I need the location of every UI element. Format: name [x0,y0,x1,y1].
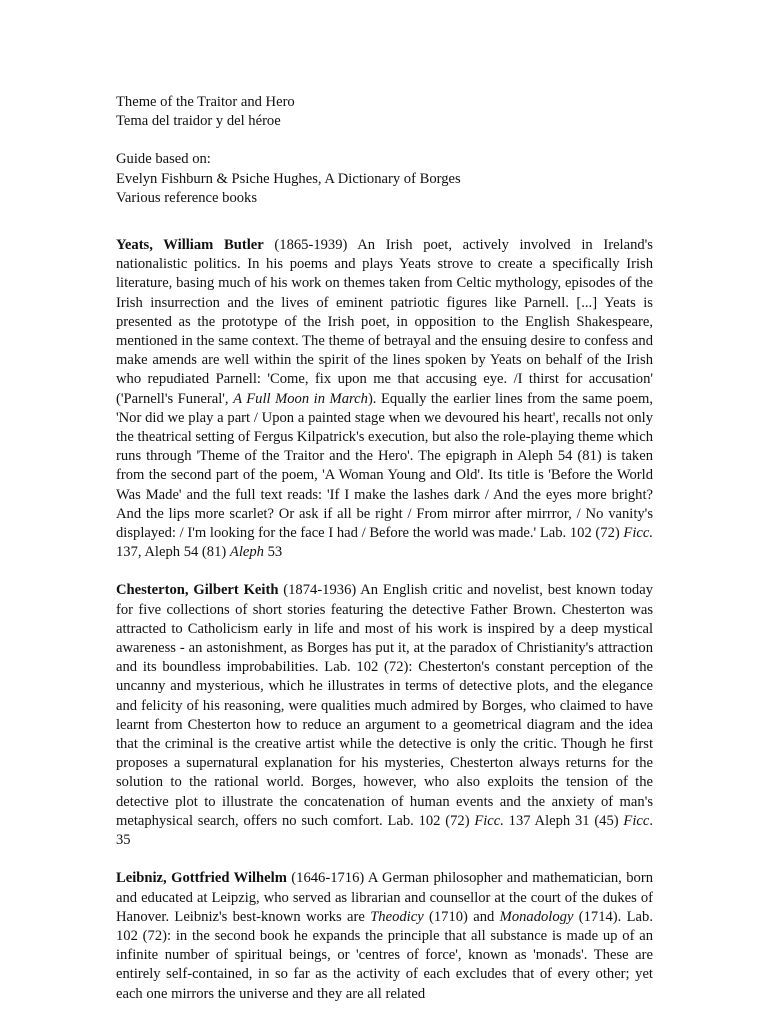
entry-text: 53 [263,544,283,561]
entry-text: ). Equally the earlier lines from the same poem, 'Nor did we play a part / Upon a painted stage when we devoured his heart', recalls not only the theatrical setting of Fergus Kilpatrick's execution, but also the role-playing theme which runs through 'Theme of the Traitor and the Hero'. The epigraph in Aleph 54 (81) is taken from the second part of the poem, 'A Woman Young and Old'. Its title is 'Before the World Was Made' and the full text reads: 'If I make the lashes dark / And the eyes more bright? And the lips more scarlet? Or ask if all be right / From mirror after mirrror, / No vanity's displayed: / I'm looking for the face I had / Before the world was made.' Lab. 102 (72) [116,390,653,542]
entry-headword: Yeats, William Butler [116,237,264,253]
title-english: Theme of the Traitor and Hero [116,94,295,110]
entry-italic-text: Theodicy [370,908,424,925]
dictionary-entry [116,869,653,1003]
entry-italic-text: A Full Moon in March [233,390,368,407]
entry-text: 137 Aleph 31 (45) [503,812,624,829]
entry-text: (1865-1939) An Irish poet, actively involved in Ireland's nationalistic politics. In his poems and plays Yeats strove to create a specifically Irish literature, basing much of his work on themes taken from Celtic mythology, episodes of the Irish insurrection and the lives of eminent patriotic figures like Parnell. [...] Yeats is presented as the prototype of the Irish poet, in opposition to the English Shakespeare, mentioned in the same context. The theme of betrayal and the ensuing desire to confess and make amends are well within the spirit of the lines spoken by Yeats on behalf of the Irish who repudiated Parnell: 'Come, fix upon me that accusing eye. /I thirst for accusation' ('Parnell's Funeral', [116,237,653,407]
entry-text: (1710) and [423,908,500,925]
dictionary-entries [116,236,653,1023]
entry-italic-text: Ficc. [623,525,653,542]
document-header [116,93,656,208]
entry-italic-text: Monadology [499,908,574,925]
dictionary-entry [116,581,653,850]
entry-italic-text: Aleph [229,544,264,561]
entry-italic-text: Ficc [623,812,650,829]
entry-text: (1646-1716) A German philosopher and mathematician, born and educated at Leipzig, who served as librarian and counsellor at the court of the dukes of Hanover. Leibniz's best-known works are [116,870,654,925]
entry-text: 137, Aleph 54 (81) [116,544,230,561]
entry-text: . 35 [116,812,653,849]
guide-label: Guide based on: [116,151,211,168]
entry-text: (1714). Lab. 102 (72): in the second book he expands the principle that all substance is made up of an infinite number of spiritual beings, or 'centres of force', known as 'monads'. These are entirely self-contained, in so far as the activity of each excludes that of every other; yet each one mirrors the universe and they are all related [116,908,653,1002]
source-references: Various reference books [116,189,258,206]
entry-text: (1874-1936) An English critic and novelist, best known today for five collections of short stories featuring the detective Father Brown. Chesterton was attracted to Catholicism early in life and most of his work is inspired by a deep mystical awareness - an astonishment, as Borges has put it, at the paradox of Christianity's attraction and its boundless improbabilities. Lab. 102 (72): Chesterton's constant perception of the uncanny and mysterious, which he illustrates in terms of detective plots, and the elegance and felicity of his reasoning, were qualities much admired by Borges, who claimed to have learnt from Chesterton how to reduce an argument to a geometrical diagram and the idea that the criminal is the creative artist while the detective is only the critic. Though he first proposes a supernatural explanation for his mysteries, Chesterton always returns for the solution to the rational world. Borges, however, who also exploits the tension of the detective plot to illustrate the concatenation of human events and the anxiety of man's metaphysical search, offers no such comfort. Lab. 102 (72) [116,582,653,829]
title-spanish: Tema del traidor y del héroe [116,113,281,130]
entry-headword: Chesterton, Gilbert Keith [116,582,279,599]
source-dictionary: Evelyn Fishburn & Psiche Hughes, A Dictionary of Borges [116,170,461,187]
entry-headword: Leibniz, Gottfried Wilhelm [116,870,287,887]
dictionary-entry [116,236,653,562]
entry-italic-text: Ficc. [474,812,504,829]
